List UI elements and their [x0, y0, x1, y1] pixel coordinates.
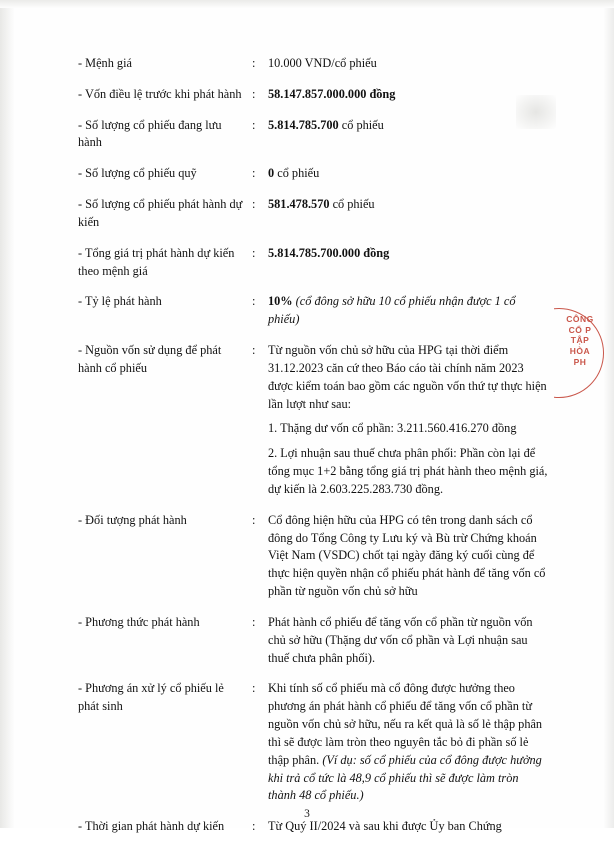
text-segment: 1. Thặng dư vốn cổ phần: 3.211.560.416.270 đồng	[268, 421, 517, 436]
text-segment: cổ phiếu	[277, 166, 320, 181]
seal-line-1: CÔNG	[566, 314, 594, 324]
text-segment: 581.478.570	[268, 197, 333, 212]
text-segment: 10.000 VND/cổ phiếu	[268, 56, 377, 70]
text-segment: 10%	[268, 294, 296, 309]
row-label: - Phương án xử lý cổ phiếu lẻ phát sinh	[78, 681, 224, 714]
row-label: - Đối tượng phát hành	[78, 512, 187, 527]
document-row	[78, 165, 548, 183]
row-label: - Số lượng cổ phiếu phát hành dự kiến	[78, 197, 243, 229]
row-value	[268, 512, 548, 601]
text-segment: cổ phiếu	[332, 197, 375, 212]
page-top-edge-shadow	[0, 0, 614, 8]
text-segment: (Ví dụ: số cổ phiếu của cổ đông được hưởng khi trả cổ tức là 48,9 cổ phiếu thì sẽ được làm tròn thành 48 cổ phiếu.)	[268, 752, 542, 803]
seal-line-3: TẬP	[570, 335, 590, 346]
row-value	[268, 165, 548, 183]
row-colon: :	[252, 245, 256, 260]
row-paragraph	[268, 445, 548, 498]
row-paragraph	[268, 245, 548, 263]
document-row	[78, 614, 548, 667]
row-colon: :	[252, 86, 256, 101]
document-row	[78, 117, 548, 153]
text-segment: 2. Lợi nhuận sau thuế chưa phân phối: Phần còn lại để tổng mục 1+2 bằng tổng giá trị phát hành theo mệnh giá, dự kiến là 2.603.225.283.730 đồng.	[268, 446, 548, 496]
text-segment: 0	[268, 166, 278, 181]
document-row	[78, 680, 548, 805]
row-paragraph	[268, 512, 548, 601]
row-paragraph	[268, 86, 548, 104]
row-label: - Số lượng cổ phiếu đang lưu hành	[78, 117, 222, 150]
row-colon: :	[252, 681, 256, 696]
seal-line-2: CỔ P	[568, 324, 592, 335]
row-paragraph	[268, 165, 548, 183]
row-paragraph	[268, 342, 548, 413]
row-value	[268, 680, 548, 805]
row-paragraph	[268, 680, 548, 805]
row-label: - Vốn điều lệ trước khi phát hành	[78, 86, 242, 101]
document-row	[78, 512, 548, 601]
text-segment: Cổ đông hiện hữu của HPG có tên trong danh sách cổ đông do Tổng Công ty Lưu ký và Bù trừ Chứng khoán Việt Nam (VSDC) chốt tại ngày đăng ký cuối cùng để thực hiện quyền nhận cổ phiếu phát hành để tăng vốn cổ phần từ nguồn vốn chủ sở hữu	[268, 512, 546, 599]
row-value	[268, 293, 548, 329]
row-colon: :	[252, 56, 256, 70]
row-colon: :	[252, 343, 256, 358]
row-colon: :	[252, 614, 256, 629]
document-row	[78, 818, 548, 836]
row-label: - Thời gian phát hành dự kiến	[78, 819, 225, 834]
row-colon: :	[252, 819, 256, 834]
row-paragraph	[268, 818, 548, 836]
row-value	[268, 196, 548, 214]
document-row	[78, 245, 548, 281]
row-value	[268, 55, 548, 73]
row-label: - Tổng giá trị phát hành dự kiến theo mệnh giá	[78, 245, 235, 278]
row-paragraph	[268, 55, 548, 73]
row-label: - Nguồn vốn sử dụng để phát hành cổ phiếu	[78, 343, 222, 375]
row-paragraph	[268, 117, 548, 135]
page-right-edge-shadow	[604, 0, 614, 828]
document-row	[78, 55, 548, 73]
row-label: - Mệnh giá	[78, 56, 132, 70]
document-row	[78, 293, 548, 329]
text-segment: Khi tính số cổ phiếu mà cổ đông được hưởng theo phương án phát hành cổ phiếu để tăng vốn cổ phần từ nguồn vốn chủ sở hữu, nếu ra kết quả là số lẻ thập phân thì sẽ được làm tròn theo nguyên tắc bỏ đi phần số lẻ thập phân.	[268, 681, 543, 767]
text-segment: Từ Quý II/2024 và sau khi được Ủy ban Chứng	[268, 819, 502, 834]
row-label: - Phương thức phát hành	[78, 614, 200, 629]
page-number: 3	[304, 808, 310, 820]
document-row	[78, 196, 548, 232]
row-value	[268, 614, 548, 667]
text-segment: Phát hành cổ phiếu để tăng vốn cổ phần từ nguồn vốn chủ sở hữu (Thặng dư vốn cổ phần và Lợi nhuận sau thuế chưa phân phối).	[268, 614, 533, 665]
row-colon: :	[252, 166, 256, 181]
seal-line-5: PH	[573, 356, 587, 367]
row-value	[268, 86, 548, 104]
text-segment: 5.814.785.700	[268, 117, 342, 132]
text-segment: 5.814.785.700.000 đồng	[268, 245, 390, 260]
text-segment: Từ nguồn vốn chủ sở hữu của HPG tại thời điểm 31.12.2023 căn cứ theo Báo cáo tài chính năm 2023 được kiểm toán bao gồm các nguồn vốn thứ tự thực hiện lần lượt như sau:	[268, 343, 547, 411]
row-colon: :	[252, 294, 256, 309]
row-value	[268, 117, 548, 135]
text-segment: 58.147.857.000.000 đồng	[268, 86, 396, 101]
text-segment: cổ phiếu	[341, 117, 384, 132]
row-label: - Số lượng cổ phiếu quỹ	[78, 166, 197, 181]
row-paragraph	[268, 293, 548, 329]
document-row	[78, 86, 548, 104]
page-left-edge-shadow	[0, 0, 14, 828]
row-label: - Tỷ lệ phát hành	[78, 294, 162, 309]
row-colon: :	[252, 512, 256, 527]
document-row	[78, 342, 548, 499]
row-value	[268, 245, 548, 263]
company-seal-stamp	[554, 308, 606, 400]
row-colon: :	[252, 197, 256, 212]
row-paragraph	[268, 196, 548, 214]
text-segment: (cổ đông sở hữu 10 cổ phiếu nhận được 1 cổ phiếu)	[268, 294, 516, 327]
row-colon: :	[252, 117, 256, 132]
row-value	[268, 342, 548, 499]
seal-line-4: HÒA	[569, 345, 591, 356]
row-paragraph	[268, 614, 548, 667]
row-paragraph	[268, 420, 548, 438]
row-value	[268, 818, 548, 836]
document-body	[78, 55, 548, 849]
